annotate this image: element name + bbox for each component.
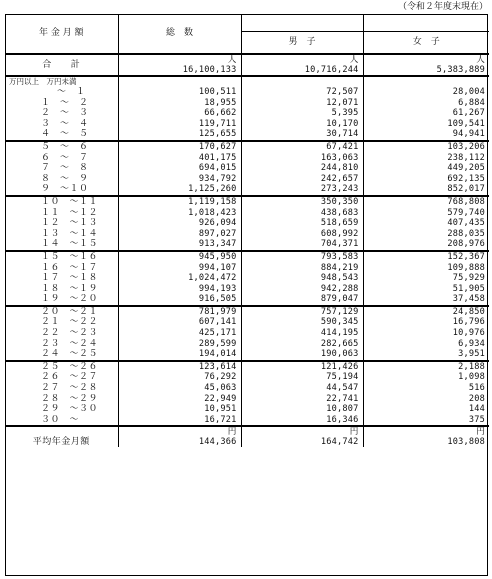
- female-cell: 61,267: [452, 108, 485, 119]
- pension-distribution-table: [5, 14, 489, 447]
- range-cell: １５ ～１６: [5, 251, 118, 263]
- table-row: [5, 349, 489, 361]
- male-cell: 10,807: [241, 404, 363, 415]
- range-cell: ２５ ～２６: [5, 361, 118, 373]
- male-cell: 350,350: [241, 196, 363, 208]
- unit-yen: 円: [363, 426, 489, 437]
- table-row: [5, 306, 489, 318]
- range-cell: ２１ ～２２: [5, 317, 118, 328]
- table-row: [5, 317, 489, 328]
- total-cell: 401,175: [118, 153, 241, 164]
- female-cell: 692,135: [447, 173, 485, 184]
- total-cell: 994,107: [118, 263, 241, 274]
- total-cell: 45,063: [118, 383, 241, 394]
- total-cell: 66,662: [118, 108, 241, 119]
- total-cell: 18,955: [118, 98, 241, 109]
- total-cell: 194,014: [118, 349, 241, 361]
- range-cell: １０ ～１１: [5, 196, 118, 208]
- range-cell: ～ １: [5, 87, 118, 98]
- female-cell: 375: [468, 414, 485, 425]
- female-cell: 37,458: [363, 294, 489, 306]
- range-unit-header: 万円以上 万円未満: [5, 76, 118, 87]
- range-cell: １３ ～１４: [5, 229, 118, 240]
- total-cell: 16,721: [118, 415, 241, 427]
- female-cell: 109,541: [447, 118, 485, 129]
- range-cell: １７ ～１８: [5, 273, 118, 284]
- header-spacer: [241, 14, 363, 32]
- range-cell: １１ ～１２: [5, 208, 118, 219]
- range-cell: ２３ ～２４: [5, 339, 118, 350]
- female-cell: 768,808: [363, 196, 489, 208]
- range-cell: ７ ～ ８: [5, 163, 118, 174]
- total-cell: 1,125,260: [118, 184, 241, 196]
- table-row: [5, 174, 489, 185]
- male-cell: 608,992: [241, 229, 363, 240]
- female-cell: 579,740: [447, 207, 485, 218]
- table-row: [5, 108, 489, 119]
- total-cell: 1,024,472: [118, 273, 241, 284]
- range-cell: １４ ～１５: [5, 239, 118, 251]
- range-cell: ４ ～ ５: [5, 129, 118, 141]
- male-cell: 438,683: [241, 208, 363, 219]
- range-cell: ３ ～ ４: [5, 119, 118, 130]
- male-cell: 190,063: [241, 349, 363, 361]
- range-cell: ２２ ～２３: [5, 328, 118, 339]
- total-cell: 945,950: [118, 251, 241, 263]
- total-cell: 897,027: [118, 229, 241, 240]
- table-row: [5, 163, 489, 174]
- range-cell: ２７ ～２８: [5, 383, 118, 394]
- total-cell: 170,627: [118, 141, 241, 153]
- total-cell: 781,979: [118, 306, 241, 318]
- range-cell: ２９ ～３０: [5, 404, 118, 415]
- male-cell: 22,741: [241, 394, 363, 405]
- male-cell: 518,659: [241, 218, 363, 229]
- female-cell: 208,976: [363, 239, 489, 251]
- unit-yen: 円: [118, 426, 241, 437]
- table-row: [5, 328, 489, 339]
- male-cell: 10,170: [241, 119, 363, 130]
- total-cell: 1,119,158: [118, 196, 241, 208]
- header-female: 女 子: [363, 32, 489, 55]
- female-cell: 288,035: [447, 228, 485, 239]
- table-row: [5, 372, 489, 383]
- male-cell: 5,395: [241, 108, 363, 119]
- female-cell: 2,188: [363, 361, 489, 373]
- range-cell: ２８ ～２９: [5, 394, 118, 405]
- table-row: [5, 87, 489, 98]
- male-cell: 273,243: [241, 184, 363, 196]
- table-row: [5, 383, 489, 394]
- range-cell: ９ ～１０: [5, 184, 118, 196]
- grand-total-label: 合 計: [5, 54, 118, 76]
- male-cell: 242,657: [241, 174, 363, 185]
- total-cell: 994,193: [118, 284, 241, 295]
- grand-total-male: 10,716,244: [241, 65, 363, 76]
- header-male: 男 子: [241, 32, 363, 55]
- table-row: [5, 251, 489, 263]
- female-cell: 1,098: [458, 372, 485, 383]
- male-cell: 12,071: [241, 98, 363, 109]
- total-cell: 425,171: [118, 328, 241, 339]
- total-cell: 22,949: [118, 394, 241, 405]
- total-cell: 926,094: [118, 218, 241, 229]
- female-cell: 94,941: [363, 129, 489, 141]
- total-cell: 125,655: [118, 129, 241, 141]
- total-cell: 100,511: [118, 87, 241, 98]
- total-cell: 76,292: [118, 372, 241, 383]
- table-row: [5, 119, 489, 130]
- female-cell: 75,929: [452, 273, 485, 284]
- header-spacer: [363, 14, 489, 32]
- female-cell: 152,367: [363, 251, 489, 263]
- table-row: [5, 184, 489, 196]
- range-cell: １ ～ ２: [5, 98, 118, 109]
- male-cell: 16,346: [241, 415, 363, 427]
- male-cell: 948,543: [241, 273, 363, 284]
- table-row: [5, 239, 489, 251]
- total-cell: 289,599: [118, 339, 241, 350]
- female-cell: 28,004: [452, 87, 485, 97]
- table-row: [5, 129, 489, 141]
- male-cell: 67,421: [241, 141, 363, 153]
- range-cell: ６ ～ ７: [5, 153, 118, 164]
- female-cell: 6,884: [458, 97, 485, 108]
- female-cell: 103,206: [363, 141, 489, 153]
- range-cell: ２６ ～２７: [5, 372, 118, 383]
- female-cell: 407,435: [447, 218, 485, 229]
- male-cell: 942,288: [241, 284, 363, 295]
- female-cell: 6,934: [458, 338, 485, 349]
- average-male: 164,742: [241, 437, 363, 447]
- female-cell: 516: [468, 383, 485, 394]
- male-cell: 30,714: [241, 129, 363, 141]
- unit-label: 人: [118, 54, 241, 65]
- female-cell: 51,905: [452, 283, 485, 294]
- range-cell: １８ ～１９: [5, 284, 118, 295]
- table-row: [5, 196, 489, 208]
- female-cell: 238,112: [447, 152, 485, 163]
- grand-total-total: 16,100,133: [118, 65, 241, 76]
- unit-label: 人: [241, 54, 363, 65]
- male-cell: 590,345: [241, 317, 363, 328]
- unit-label: 人: [363, 54, 489, 65]
- range-cell: ３０ ～: [5, 415, 118, 427]
- male-cell: 44,547: [241, 383, 363, 394]
- table-row: [5, 218, 489, 229]
- total-cell: 694,015: [118, 163, 241, 174]
- average-female: 103,808: [447, 437, 485, 448]
- range-cell: ５ ～ ６: [5, 141, 118, 153]
- range-cell: ２０ ～２１: [5, 306, 118, 318]
- range-cell: １９ ～２０: [5, 294, 118, 306]
- grand-total-female: 5,383,889: [436, 65, 485, 75]
- range-cell: １６ ～１７: [5, 263, 118, 274]
- female-cell: 144: [468, 404, 485, 415]
- total-cell: 119,711: [118, 119, 241, 130]
- unit-yen: 円: [241, 426, 363, 437]
- male-cell: 121,426: [241, 361, 363, 373]
- total-cell: 10,951: [118, 404, 241, 415]
- male-cell: 244,810: [241, 163, 363, 174]
- range-cell: ２ ～ ３: [5, 108, 118, 119]
- female-cell: 109,888: [447, 262, 485, 273]
- female-cell: 10,976: [452, 328, 485, 339]
- table-row: [5, 153, 489, 164]
- table-row: [5, 339, 489, 350]
- range-cell: ２４ ～２５: [5, 349, 118, 361]
- table-row: [5, 284, 489, 295]
- table-row: [5, 98, 489, 109]
- total-cell: 123,614: [118, 361, 241, 373]
- total-cell: 1,018,423: [118, 208, 241, 219]
- header-range: 年 金 月 額: [5, 14, 118, 54]
- total-cell: 934,792: [118, 174, 241, 185]
- total-cell: 607,141: [118, 317, 241, 328]
- table-row: [5, 229, 489, 240]
- female-cell: 16,796: [452, 317, 485, 328]
- table-note: （令和２年度末現在）: [397, 2, 488, 12]
- male-cell: 163,063: [241, 153, 363, 164]
- male-cell: 75,194: [241, 372, 363, 383]
- male-cell: 414,195: [241, 328, 363, 339]
- average-label: 平均年金月額: [5, 426, 118, 447]
- male-cell: 884,219: [241, 263, 363, 274]
- female-cell: 208: [468, 393, 485, 404]
- average-total: 144,366: [118, 437, 241, 447]
- table-row: [5, 141, 489, 153]
- male-cell: 793,583: [241, 251, 363, 263]
- table-row: [5, 404, 489, 415]
- female-cell: 449,205: [447, 163, 485, 174]
- header-total: 総 数: [118, 14, 241, 54]
- table-row: [5, 294, 489, 306]
- total-cell: 913,347: [118, 239, 241, 251]
- male-cell: 879,047: [241, 294, 363, 306]
- male-cell: 72,507: [241, 87, 363, 98]
- male-cell: 282,665: [241, 339, 363, 350]
- range-cell: １２ ～１３: [5, 218, 118, 229]
- table-row: [5, 415, 489, 427]
- male-cell: 704,371: [241, 239, 363, 251]
- table-row: [5, 208, 489, 219]
- female-cell: 24,850: [363, 306, 489, 318]
- female-cell: 3,951: [363, 349, 489, 361]
- table-row: [5, 263, 489, 274]
- table-row: [5, 394, 489, 405]
- female-cell: 852,017: [363, 184, 489, 196]
- total-cell: 916,505: [118, 294, 241, 306]
- table-row: [5, 273, 489, 284]
- table-row: [5, 361, 489, 373]
- male-cell: 757,129: [241, 306, 363, 318]
- range-cell: ８ ～ ９: [5, 174, 118, 185]
